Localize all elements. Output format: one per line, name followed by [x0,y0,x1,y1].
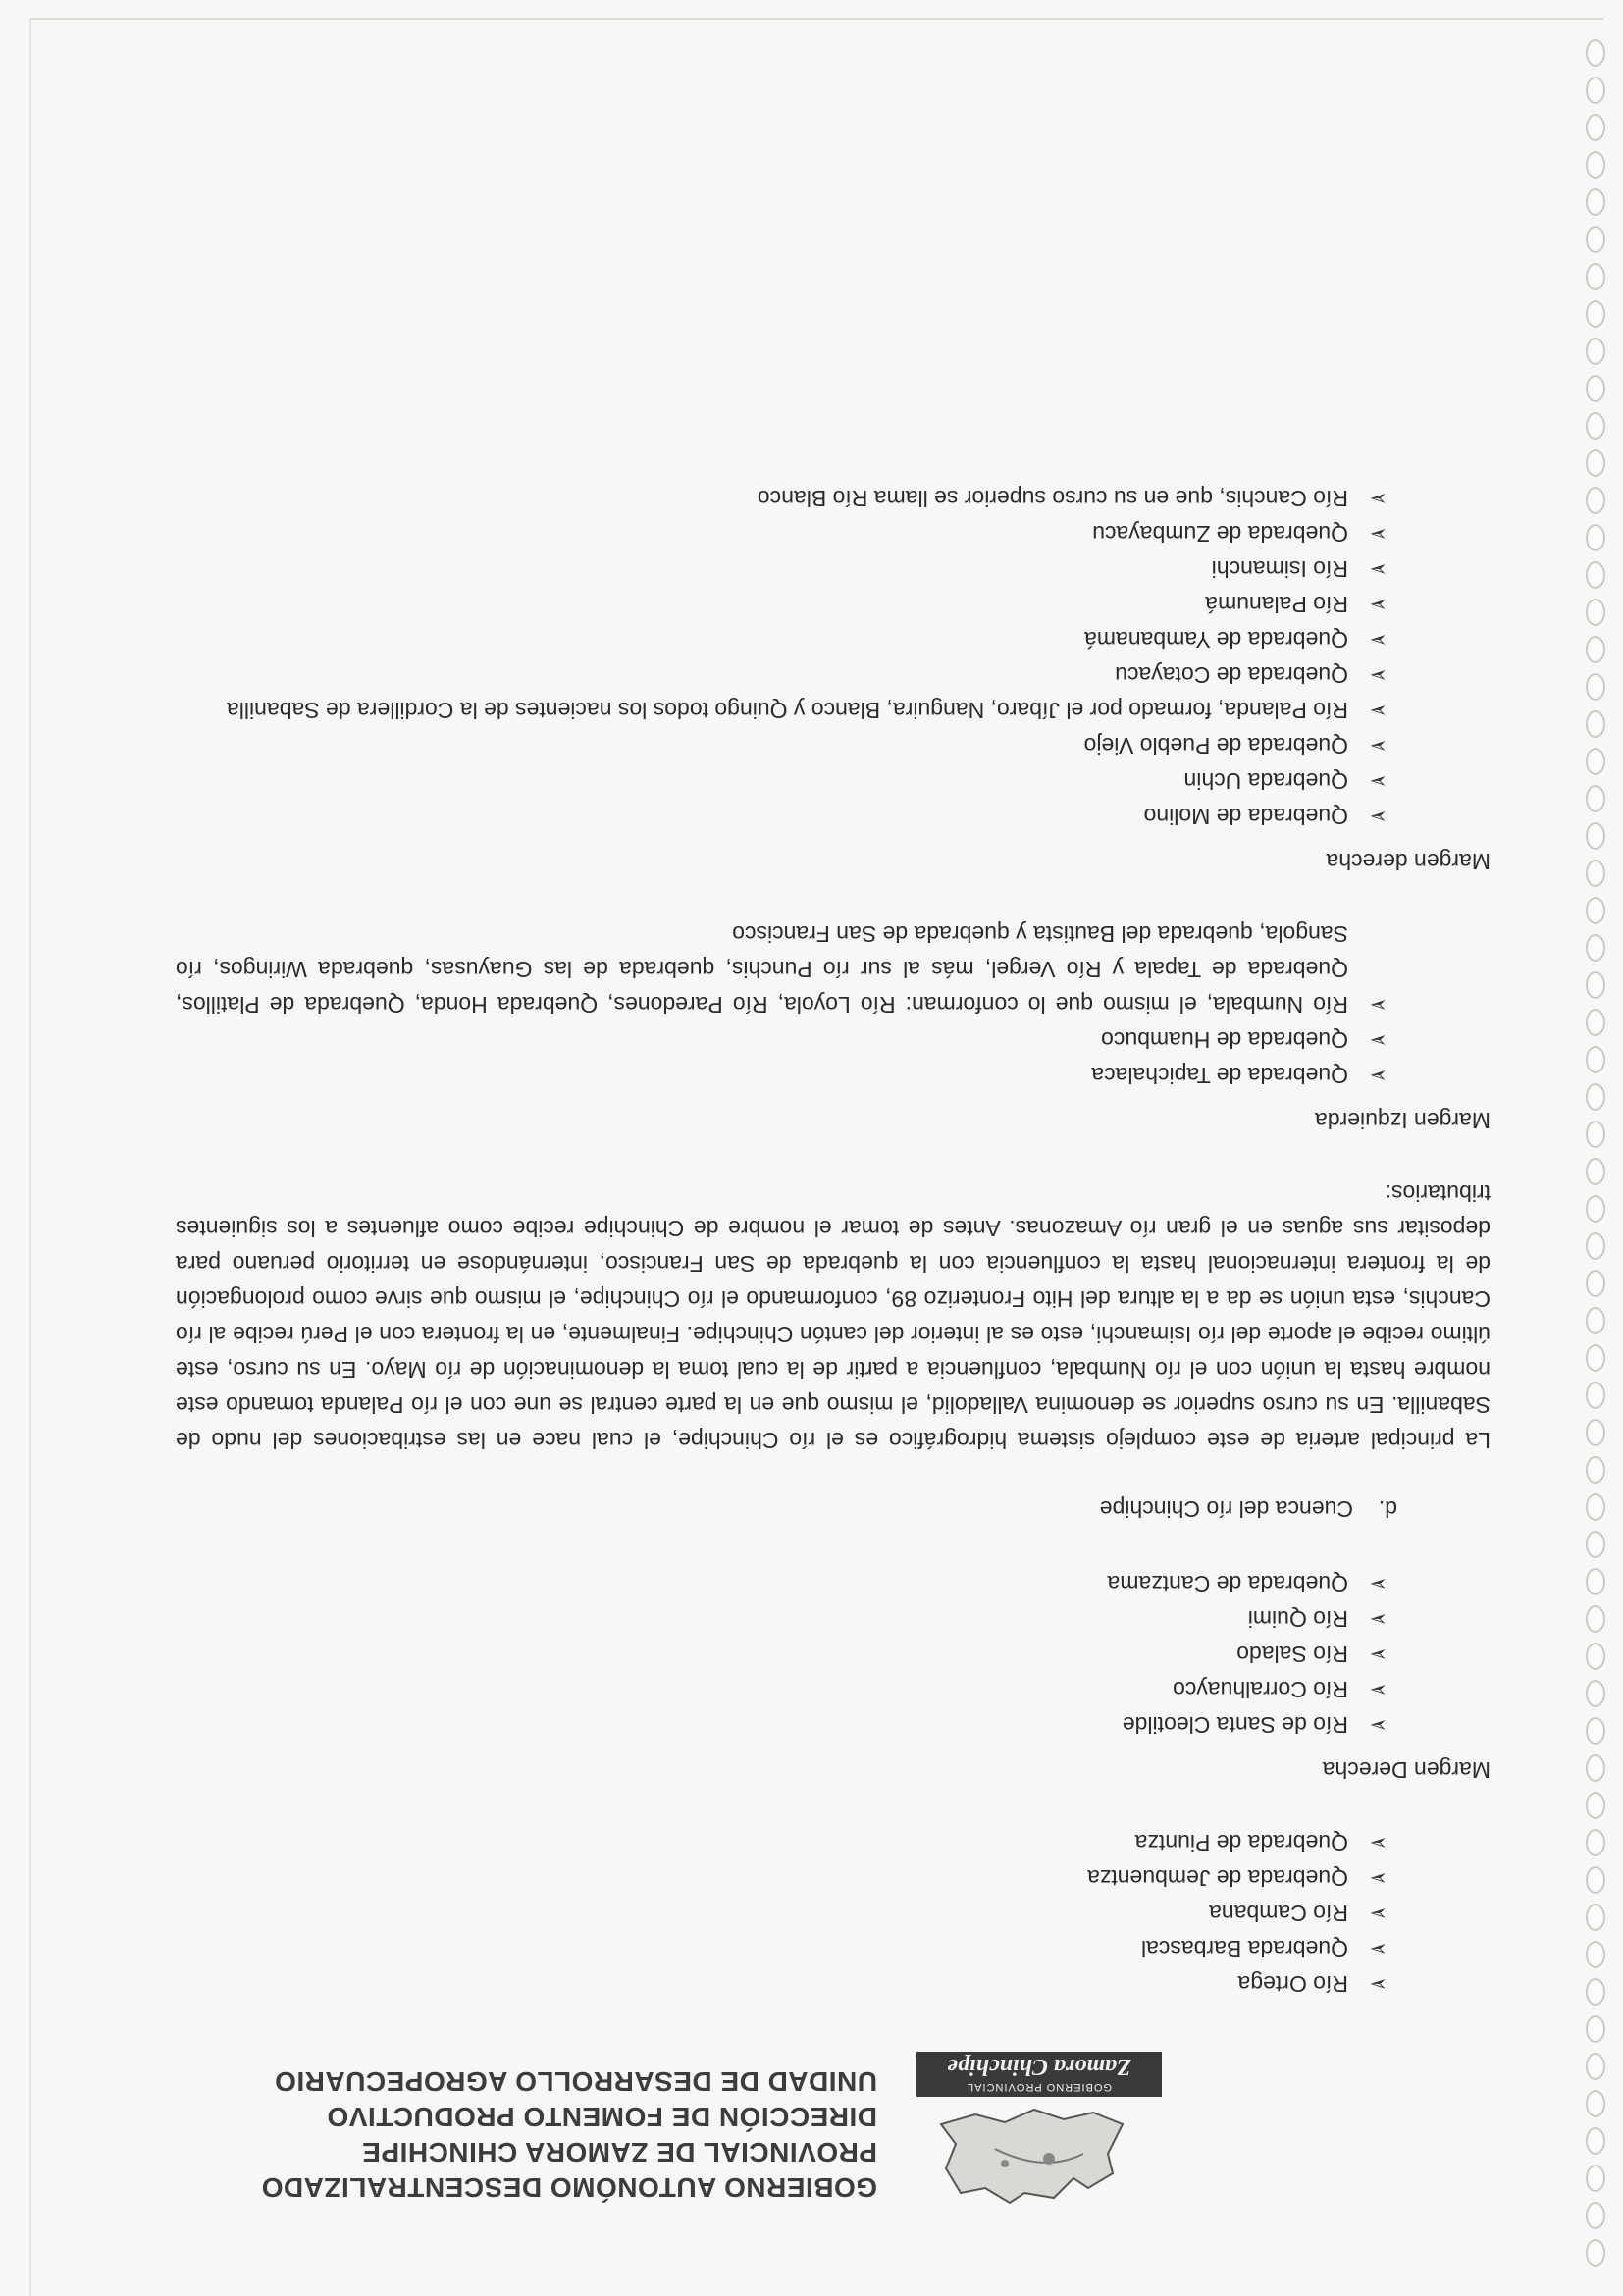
org-line-3: DIRECCIÓN DE FOMENTO PRODUCTIVO [326,2102,877,2132]
list-item: ➢ Río Cambana [176,1896,1387,1931]
list-item: ➢ Quebrada de Yambanamá [176,622,1387,657]
province-map-icon [926,2105,1142,2213]
heading-margen-izquierda: Margen Izquierda [1315,1108,1491,1133]
arrow-bullet-icon: ➢ [1369,663,1387,688]
arrow-bullet-icon: ➢ [1369,1937,1387,1961]
arrow-bullet-icon: ➢ [1369,734,1387,758]
list-item: ➢ Quebrada Barbascal [176,1931,1387,1966]
list-item: ➢ Quebrada Uchin [176,763,1387,799]
list-item: ➢ Río Canchis, que en su curso superior se llama Río Blanco [176,481,1387,516]
tributary-list-margen-derecha-2 [176,481,1491,834]
tributary-list-top [176,1825,1491,2002]
letterhead [220,2036,1162,2213]
provincial-logo [907,2046,1162,2213]
arrow-bullet-icon: ➢ [1369,1678,1387,1702]
arrow-bullet-icon: ➢ [1369,1028,1387,1053]
list-item: ➢ Río Corralhuayco [176,1672,1387,1707]
arrow-bullet-icon: ➢ [1369,699,1387,723]
list-item: ➢ Río Ortega [176,1966,1387,2002]
section-d-paragraph: La principal arteria de este complejo sistema hidrográfico es el río Chinchipe, el cual nace en las estribaciones del nudo de Sabanilla. En su curso superior se denomina Valladolid, el mismo que en la parte central se une con el río Palanda tomando este nombre hasta la unión con el río Numbala, confluencia a partir de la cual toma la denominación de río Mayo. En su curso, este último recibe el aporte del río Isimanchi, esto es al interior del cantón Chinchipe. Finalmente, en la frontera con el Perú recibe al río Canchis, esta unión se da a la altura del Hito Fronterizo 89, conformando el río Chinchipe, el mismo que sirve como prolongación de la frontera internacional hasta la confluencia con la quebrada de San Francisco, internándose en territorio peruano para depositar sus aguas en el gran río Amazonas. Antes de tomar el nombre de Chinchipe recibe como afluentes a los siguientes tributarios: [176,1180,1491,1453]
arrow-bullet-icon: ➢ [1369,1972,1387,1997]
arrow-bullet-icon: ➢ [1369,805,1387,829]
tributary-list-margen-izquierda [176,916,1491,1093]
arrow-bullet-icon: ➢ [1369,522,1387,547]
section-letter: d. [1378,1496,1397,1522]
list-item: ➢ Quebrada de Jembuentza [176,1860,1387,1896]
arrow-bullet-icon: ➢ [1369,769,1387,794]
heading-margen-derecha: Margen Derecha [1322,1757,1491,1783]
arrow-bullet-icon: ➢ [1369,1064,1387,1088]
arrow-bullet-icon: ➢ [1369,1607,1387,1632]
list-item: ➢ Río Quimi [176,1601,1387,1637]
arrow-bullet-icon: ➢ [1369,1831,1387,1855]
list-item: ➢ Quebrada de Cantzama [176,1566,1387,1601]
arrow-bullet-icon: ➢ [1369,593,1387,617]
list-item: ➢ Río Palanumá [176,587,1387,622]
logo-brand-text: Zamora Chinchipe [947,2054,1131,2079]
list-item: ➢ Quebrada de Huambuco [176,1022,1387,1058]
logo-small-text: GOBIERNO PROVINCIAL [967,2081,1112,2093]
list-item: ➢ Quebrada de Zumbayacu [176,516,1387,551]
arrow-bullet-icon: ➢ [1369,628,1387,652]
arrow-bullet-icon: ➢ [1369,1902,1387,1926]
arrow-bullet-icon: ➢ [1369,1713,1387,1738]
list-item: ➢ Río Isimanchi [176,551,1387,587]
document-body [176,481,1491,2002]
list-item: ➢ Río Palanda, formado por el Jíbaro, Nanguira, Blanco y Quingo todos los nacientes de la Cordillera de Sabanilla [176,693,1387,728]
tributary-list-margen-derecha [176,1566,1491,1743]
list-item: ➢ Quebrada de Cotayacu [176,657,1387,693]
arrow-bullet-icon: ➢ [1369,557,1387,582]
arrow-bullet-icon: ➢ [1369,1643,1387,1667]
list-item: ➢ Río Salado [176,1637,1387,1672]
section-title: Cuenca del río Chinchipe [1099,1496,1353,1522]
arrow-bullet-icon: ➢ [1369,487,1387,511]
org-line-4: UNIDAD DE DESARROLLO AGROPECUARIO [274,2066,877,2097]
organization-name [210,2063,877,2205]
org-line-1: GOBIERNO AUTONÓMO DESCENTRALIZADO [261,2172,877,2203]
arrow-bullet-icon: ➢ [1369,993,1387,1018]
list-item: ➢ Quebrada de Molino [176,799,1387,834]
list-item: ➢ Río Numbala, el mismo que lo conforman: Río Loyola, Río Paredones, Quebrada Honda, Quebrada de Platillos, Quebrada de Tapala y Río Vergel, más al sur río Punchis, quebrada de las Guayusas, quebrada Wiringos, río Sangola, quebrada del Bautista y quebrada de San Francisco [176,916,1387,1022]
logo-band [916,2052,1162,2097]
arrow-bullet-icon: ➢ [1369,1572,1387,1596]
list-item: ➢ Quebrada de Piuntza [176,1825,1387,1860]
list-item: ➢ Quebrada de Tapichalaca [176,1058,1387,1093]
heading-margen-derecha-2: Margen derecha [1326,849,1491,874]
list-item: ➢ Río de Santa Cleotilde [176,1707,1387,1743]
org-line-2: PROVINCIAL DE ZAMORA CHINCHIPE [361,2137,877,2167]
list-item: ➢ Quebrada de Pueblo Viejo [176,728,1387,763]
section-d-title [176,1491,1397,1527]
arrow-bullet-icon: ➢ [1369,1866,1387,1891]
